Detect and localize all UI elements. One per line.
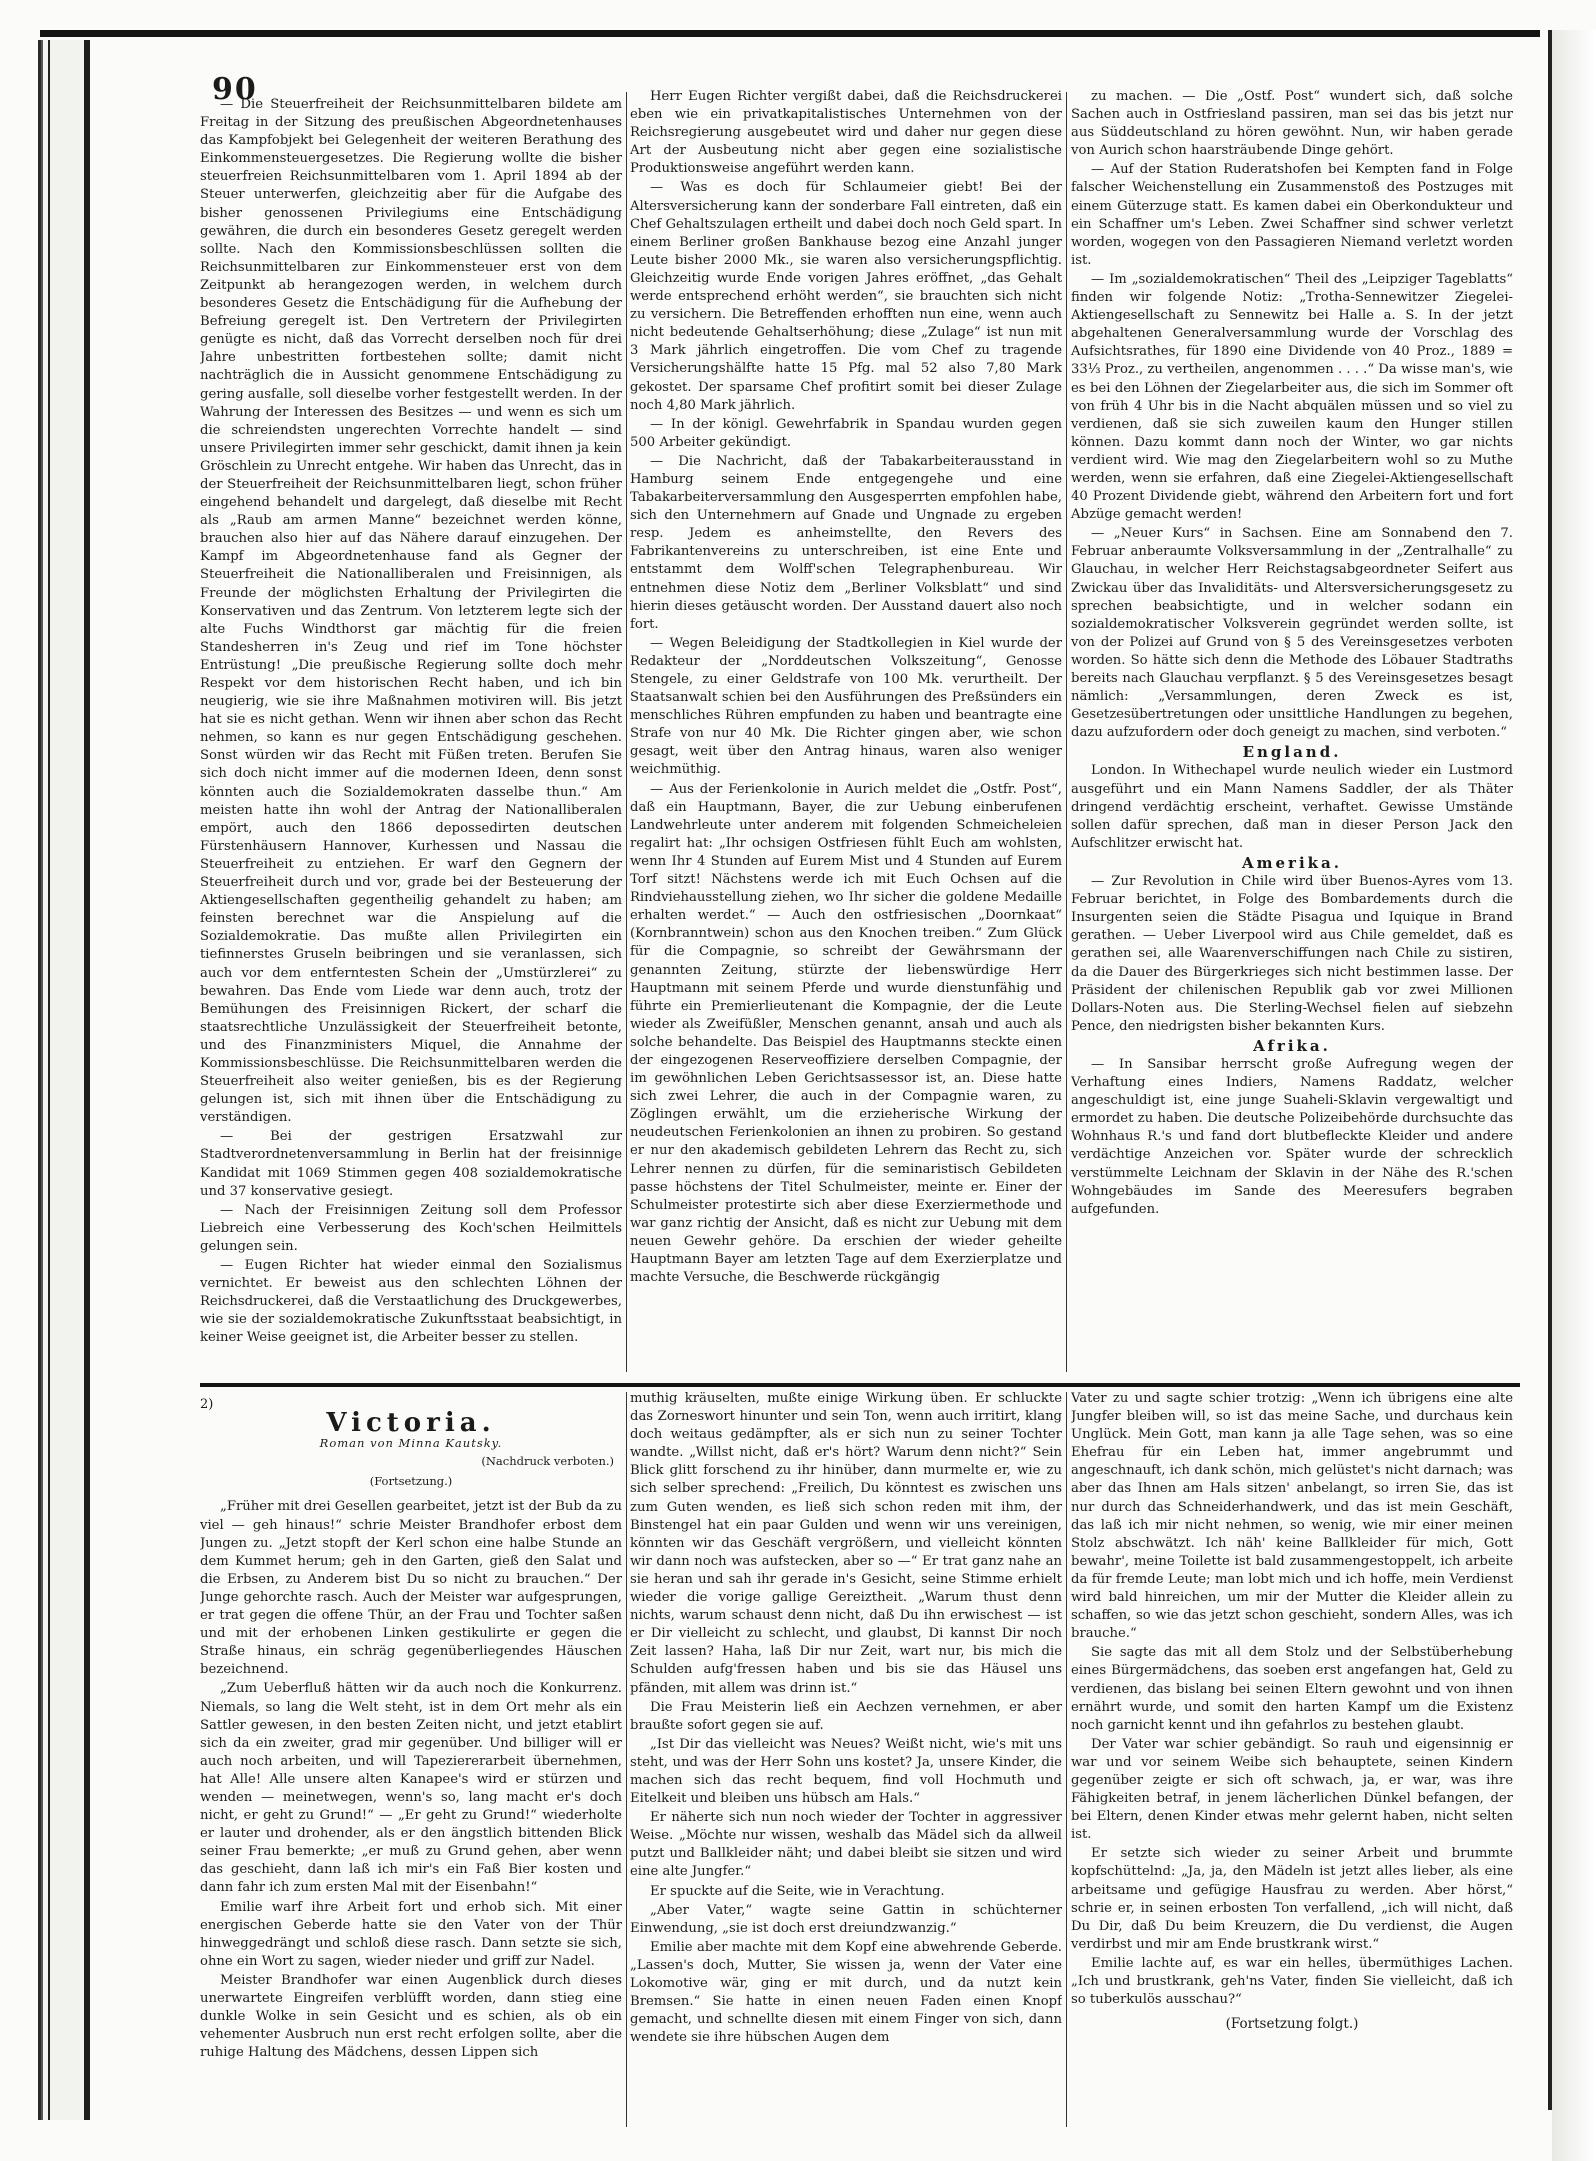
story-paragraph: „Früher mit drei Gesellen gearbeitet, jetzt ist der Bub da zu viel — geh hinaus!“ schrie Meister Brandhofer erbost dem Jungen zu. „Jetzt stopft der Kerl schon eine halbe Stunde an dem Kummet herum; geh in den Garten, gieß den Salat und die Erbsen, zu Anderem bist Du so nicht zu brauchen.“ Der Junge gehorchte rasch. Auch der Meister war aufgesprungen, er trat gegen die offene Thür, an der Frau und Tochter saßen und mit der erhobenen Linken gestikulirte er gegen die Straße hinaus, ein schräg gegenüberliegendes Häuschen bezeichnend. bbox=[200, 1499, 622, 1678]
column-divider bbox=[626, 92, 627, 1372]
feuilleton-number: 2) bbox=[200, 1397, 214, 1412]
page-number: 90 bbox=[212, 72, 258, 107]
news-item: — Nach der Freisinnigen Zeitung soll dem Professor Liebreich eine Verbesserung des Koch'schen Heilmittels gelungen sein. bbox=[200, 1202, 622, 1254]
news-item: — Zur Revolution in Chile wird über Buenos-Ayres vom 13. Februar berichtet, in Folge des Bombardements durch die Insurgenten seien die Städte Pisagua und Iquique in Brand gerathen. — Ueber Liverpool wird aus Chile gemeldet, daß es gerathen sei, alle Waarenverschiffungen nach Chile zu sistiren, da die Dauer des Bürgerkrieges sich nicht bestimmen lasse. Der Präsident der chilenischen Republik gab vor zwei Millionen Dollars-Noten aus. Die Sterling-Wechsel fielen auf siebzehn Pence, den niedrigsten bisher bekannten Kurs. bbox=[1071, 874, 1513, 1034]
news-item: — Was es doch für Schlaumeier giebt! Bei der Altersversicherung kann der sonderbare Fall eintreten, daß ein Chef Gehaltszulagen ertheilt und dabei doch noch Geld spart. In einem Berliner großen Bankhause bezog eine Anzahl junger Leute bisher 2000 Mk., sie waren also versicherungspflichtig. Gleichzeitig wurde Ende vorigen Jahres eröffnet, „das Gehalt werde entsprechend erhöht werden“, sie brauchten sich nicht zu versichern. Die Betreffenden erhofften nun eine, wenn auch nicht bedeutende Gehaltserhöhung; diese „Zulage“ ist nun mit 3 Mark jährlich eingetroffen. Die vom Chef zu tragende Versicherungshälfte hatte 15 Pfg. mal 52 also 7,80 Mark gekostet. Der sparsame Chef profitirt somit bei dieser Zulage noch 4,80 Mark jährlich. bbox=[630, 180, 1062, 413]
story-paragraph: Er näherte sich nun noch wieder der Tochter in aggressiver Weise. „Möchte nur wissen, weshalb das Mädel sich da allweil putzt und Ballkleider näht; und dabei bleibt sie sitzen und wird eine alte Jungfer.“ bbox=[630, 1810, 1062, 1880]
story-paragraph: Emilie warf ihre Arbeit fort und erhob sich. Mit einer energischen Geberde hatte sie den Vater von der Thür hinweggedrängt und schloß diese rasch. Dann setzte sie sich, ohne ein Wort zu sagen, wieder nieder und griff zur Nadel. bbox=[200, 1899, 622, 1969]
news-column-3 bbox=[1071, 88, 1513, 1378]
column-divider bbox=[1066, 1392, 1067, 2127]
story-title: Victoria. bbox=[326, 1408, 496, 1439]
story-paragraph: Er spuckte auf die Seite, wie in Verachtung. bbox=[650, 1883, 945, 1899]
section-heading-afrika: Afrika. bbox=[1253, 1036, 1331, 1055]
feuilleton-column-2 bbox=[630, 1390, 1062, 2128]
feuilleton-column-3 bbox=[1071, 1390, 1513, 2128]
feuilleton-column-1 bbox=[200, 1396, 622, 2126]
page-edge-shade bbox=[1552, 30, 1596, 2161]
news-column-1 bbox=[200, 96, 622, 1376]
story-paragraph: „Ist Dir das vielleicht was Neues? Weißt nicht, wie's mit uns steht, und was der Herr Sohn uns kostet? Ja, unsere Kinder, die machen sich das recht bequem, find voll Hochmuth und Eitelkeit und bleiben uns hübsch am Hals.“ bbox=[630, 1736, 1062, 1807]
story-paragraph: muthig kräuselten, mußte einige Wirkung üben. Er schluckte das Zorneswort hinunter und sein Ton, wenn auch irritirt, klang doch weitaus gedämpfter, als er sich nun zu seiner Tochter wandte. „Willst nicht, daß er's hört? Warum denn nicht?“ Sein Blick glitt forschend zu ihr hinüber, dann murmelte er, wie zu sich selber sprechend: „Freilich, Du könntest es zwischen uns zum Guten wenden, es ließ sich schon reden mit ihm, der Binstengel hat ein paar Gulden und wenn wir uns vereinigen, könnten wir das Geschäft vergrößern, und vielleicht könnten wir dann noch was aufstecken, aber so —“ Er trat ganz nahe an sie heran und sah ihr gerade in's Gesicht, seine Stimme erhielt wieder die vorige gallige Gereiztheit. „Warum thust denn nichts, warum schaust denn nicht, daß Du ihn erwischest — ist er Dir vielleicht zu schlecht, und glaubst, Di kannst Dir noch Zeit lassen? Haha, laß Dir nur Zeit, wart nur, bis mich die Schulden aufg'fressen haben und bis sie das Häusel uns pfänden, mit allem was drinn ist.“ bbox=[630, 1391, 1062, 1696]
news-item: — In der königl. Gewehrfabrik in Spandau wurden gegen 500 Arbeiter gekündigt. bbox=[630, 416, 1062, 450]
reprint-notice: (Nachdruck verboten.) bbox=[481, 1454, 614, 1469]
binding-edge bbox=[38, 40, 90, 2120]
news-item: — Im „sozialdemokratischen“ Theil des „Leipziger Tageblatts“ finden wir folgende Notiz: „Trotha-Sennewitzer Ziegelei-Aktiengesellschaft zu Sennewitz bei Halle a. S. In der jetzt abgehaltenen Generalversammlung wurde der Vorschlag des Aufsichtsrathes, für 1890 eine Dividende von 40 Proz., 1889 = 33⅓ Proz., zu vertheilen, angenommen . . . .“ Da wisse man's, wie es bei den Löhnen der Ziegelarbeiter aus, die sich im Sommer oft von früh 4 Uhr bis in die Nacht abquälen müssen und so viel zu verdienen, daß sie sich zuweilen kaum den Hunger stillen können. Dazu kommt dann noch der Winter, wo gar nichts verdient wird. Wie mag den Ziegelarbeitern wohl so zu Muthe werden, wenn sie erfahren, daß eine Ziegelei-Aktiengesellschaft 40 Prozent Dividende giebt, während den Arbeitern fort und fort Abzüge gemacht werden! bbox=[1071, 271, 1513, 523]
to-be-continued: (Fortsetzung folgt.) bbox=[1225, 2016, 1359, 2033]
story-paragraph: Sie sagte das mit all dem Stolz und der Selbstüberhebung eines Bürgermädchens, das soeben erst angefangen hat, Geld zu verdienen, das bislang bei seinen Eltern gewohnt und von ihnen ernährt wurde, und somit den harten Kampf um die Existenz noch garnicht kennt und ihn gefahrlos zu bestehen glaubt. bbox=[1071, 1645, 1513, 1733]
news-item: — Bei der gestrigen Ersatzwahl zur Stadtverordnetenversammlung in Berlin hat der freisinnige Kandidat mit 1069 Stimmen gegen 408 sozialdemokratische und 37 konservative gesiegt. bbox=[200, 1129, 622, 1199]
column-divider bbox=[1066, 92, 1067, 1372]
top-rule bbox=[40, 30, 1540, 37]
news-item: Herr Eugen Richter vergißt dabei, daß die Reichsdruckerei eben wie ein privatkapitalistisches Unternehmen von der Reichsregierung ausgebeutet wird und daher nur gegen diese Art der Ausbeutung nicht aber gegen eine sozialistische Produktionsweise angeführt werden kann. bbox=[630, 89, 1062, 177]
news-item: — Aus der Ferienkolonie in Aurich meldet die „Ostfr. Post“, daß ein Hauptmann, Bayer, die zur Uebung einberufenen Landwehrleute unter anderem mit folgenden Schmeicheleien regalirt hat: „Ihr ochsigen Ostfriesen fühlt Euch am wohlsten, wenn Ihr 4 Stunden auf Eurem Mist und 4 Stunden auf Eurem Torf sitzt! Nächstens werde ich mit Euch Ochsen auf die Rindviehausstellung ziehen, wo Ihr sicher die goldene Medaille erhalten werdet.“ — Auch den ostfriesischen „Doornkaat“ (Kornbranntwein) schon aus den Knochen treiben.“ Zum Glück für die Compagnie, so schreibt der Gewährsmann der genannten Zeitung, stürzte der liebenswürdige Herr Hauptmann mit seinem Pferde und wurde dienstunfähig und führte ein Premierlieutenant die Kompagnie, der die Leute wieder als Zweifüßler, Menschen genannt, ansah und auch als solche behandelte. Das Beispiel des Hauptmanns steckte einen der eingezogenen Reserveoffiziere derselben Compagnie, der im gewöhnlichen Leben Gerichtsassessor ist, an. Diese hatte sich zwei Lehrer, die auch in der Compagnie waren, zu Zöglingen erwählt, um die erzieherische Wirkung der neudeutschen Ferienkolonien an ihnen zu probiren. So gestand er nur den akademisch gebildeten Lehrern das Recht zu, sich Lehrer nennen zu dürfen, für die seminaristisch Gebildeten passe höchstens der Titel Schulmeister, meinte er. Einer der Schulmeister protestirte sich aber diese Exerziermethode und war ganz richtig der Ansicht, daß es nicht zur Uebung mit dem neuen Gewehr gehöre. Da erschien der wieder geheilte Hauptmann Bayer am letzten Tage auf dem Exerzierplatze und machte Versuche, die Beschwerde rückgängig bbox=[630, 781, 1062, 1286]
column-divider bbox=[626, 1392, 627, 2127]
story-paragraph: Meister Brandhofer war einen Augenblick durch dieses unerwartete Eingreifen verblüfft worden, dann stieg eine dunkle Wolke in sein Gesicht und es schien, als ob ein vehementer Ausbruch nun erst recht erfolgen sollte, aber die ruhige Haltung des Mädchens, dessen Lippen sich bbox=[200, 1972, 622, 2061]
news-item: — „Neuer Kurs“ in Sachsen. Eine am Sonnabend den 7. Februar anberaumte Volksversammlung in der „Zentralhalle“ zu Glauchau, in welcher Herr Reichstagsabgeordneter Seifert aus Zwickau über das Invaliditäts- und Altersversicherungsgesetz zu sprechen beabsichtigte, und in welcher sodann ein sozialdemokratischer Volksverein gegründet werden sollte, ist von der Polizei auf Grund von § 5 des Vereinsgesetzes verboten worden. So hätte sich denn die Methode des Löbauer Stadtraths bereits nach Glauchau verpflanzt. § 5 des Vereinsgesetzes besagt nämlich: „Versammlungen, deren Zweck es ist, Gesetzesübertretungen oder unsittliche Handlungen zu begehen, dazu aufzufordern oder doch geneigt zu machen, sind verboten.“ bbox=[1071, 526, 1513, 741]
news-column-2 bbox=[630, 88, 1062, 1378]
story-paragraph: Emilie lachte auf, es war ein helles, übermüthiges Lachen. „Ich und brustkrank, geh'ns Vater, finden Sie vielleicht, daß ich so tuberkulös ausschau?“ bbox=[1071, 1955, 1513, 2008]
news-item: — Die Steuerfreiheit der Reichsunmittelbaren bildete am Freitag in der Sitzung des preußischen Abgeordnetenhauses das Kampfobjekt bei Gelegenheit der weiteren Berathung des Einkommensteuergesetzes. Die Regierung wollte die bisher steuerfreien Reichsunmittelbaren vom 1. April 1894 ab der Steuer unterwerfen, gleichzeitig aber für die Aufgabe des bisher genossenen Privilegiums eine Entschädigung gewähren, die durch ein besonderes Gesetz geregelt werden sollte. Nach den Kommissionsbeschlüssen sollten die Reichsunmittelbaren zur Einkommensteuer erst von dem Zeitpunkt ab herangezogen werden, in welchem durch besonderes Gesetz die Entschädigung für die Aufhebung der Befreiung geregelt ist. Den Vertretern der Privilegirten genügte es nicht, daß das Vorrecht derselben noch für drei Jahre unbestritten fortbestehen sollte; damit nicht nachträglich die in Aussicht genommene Entschädigung zu gering ausfalle, soll dieselbe vorher festgestellt werden. In der Wahrung der Interessen des Besitzes — und wenn es sich um die schreiendsten ungerechten Vorrechte handelt — sind unsere Privilegirten immer sehr geschickt, damit ihnen ja kein Gröschlein zu Unrecht entgehe. Wir haben das Unrecht, das in der Steuerfreiheit der Reichsunmittelbaren liegt, schon früher eingehend behandelt und dargelegt, daß dieselbe mit Recht als „Raub am armen Manne“ bezeichnet werden könne, brauchen also hier auf das Nähere darauf einzugehen. Der Kampf im Abgeordnetenhause fand als Gegner der Steuerfreiheit die Nationalliberalen und Freisinnigen, als Freunde der möglichsten Erhaltung der Privilegirten die Konservativen und das Zentrum. Von letzterem legte sich der alte Fuchs Windthorst gar mächtig für die freien Standesherren in's Zeug und rief im Tone höchster Entrüstung! „Die preußische Regierung sollte doch mehr Respekt vor dem historischen Recht haben, und ich bin neugierig, wie sie ihre Maßnahmen motiviren will. Bis jetzt hat sie es nicht gethan. Wenn wir ihnen aber schon das Recht nehmen, so kann es nur gegen Entschädigung geschehen. Sonst würden wir das Recht mit Füßen treten. Berufen Sie sich doch nicht immer auf die modernen Ideen, denn sonst könnten auch die Sozialdemokraten dasselbe thun.“ Am meisten hatte ihn wohl der Antrag der Nationalliberalen empört, auch den 1866 depossedirten deutschen Fürstenhäusern Hannover, Kurhessen und Nassau die Steuerfreiheit zu entziehen. Er warf den Gegnern der Steuerfreiheit durch und vor, grade bei der Besteuerung der Aktiengesellschaften gegentheilig gehandelt zu haben; am feinsten berechnet war die Anspielung auf die Sozialdemokratie. Das mußte allen Privilegirten ein tiefinnerstes Gruseln beibringen und sie veranlassen, sich auch vor dem entferntesten Schein der „Umstürzlerei“ zu bewahren. Das Ende vom Liede war denn auch, trotz der Bemühungen des Freisinnigen Rickert, der scharf die staatsrechtliche Unzulässigkeit der Steuerfreiheit betonte, und des Finanzministers Miquel, die Annahme der Kommissionsbeschlüsse. Die Reichsunmittelbaren werden die Steuerfreiheit also weiter genießen, bis es der Regierung gelungen ist, sich mit ihnen über die Entschädigung zu verständigen. bbox=[200, 97, 622, 1126]
news-item: — Eugen Richter hat wieder einmal den Sozialismus vernichtet. Er beweist aus den schlechten Löhnen der Reichsdruckerei, daß die Verstaatlichung des Druckgewerbes, wie sie der sozialdemokratische Zukunftsstaat beabsichtigt, in keiner Weise geeignet ist, die Arbeiter besser zu stellen. bbox=[200, 1258, 622, 1346]
section-heading-amerika: Amerika. bbox=[1242, 853, 1342, 872]
news-item: — Wegen Beleidigung der Stadtkollegien in Kiel wurde der Redakteur der „Norddeutschen Volkszeitung“, Genosse Stengele, zu einer Geldstrafe von 100 Mk. verurtheilt. Der Staatsanwalt schien bei den Ausführungen des Preßsünders ein menschliches Rühren empfunden zu haben und beantragte eine Strafe von nur 40 Mk. Die Richter gingen aber, wie schon gesagt, weit über den Antrag hinaus, waren also weniger weichmüthig. bbox=[630, 635, 1062, 778]
news-item: zu machen. — Die „Ostf. Post“ wundert sich, daß solche Sachen auch in Ostfriesland passiren, man sei das bis jetzt nur aus Süddeutschland zu hören gewöhnt. Nun, wir haben gerade von Aurich schon haarsträubende Dinge gehört. bbox=[1071, 89, 1513, 159]
story-paragraph: Der Vater war schier gebändigt. So rauh und eigensinnig er war und vor seinem Weibe sich behauptete, seinen Kindern gegenüber zeigte er sich oft schwach, ja, er war, was ihre Fähigkeiten betraf, in jenem lächerlichen Dünkel befangen, der bei Eltern, denen Kinder etwas mehr gelernt haben, nicht selten ist. bbox=[1071, 1736, 1513, 1843]
news-item: London. In Withechapel wurde neulich wieder ein Lustmord ausgeführt und ein Mann Namens Saddler, der als Thäter dringend verdächtig erscheint, verhaftet. Gewisse Umstände sollen dafür sprechen, daß man in dieser Person Jack den Aufschlitzer erwischt hat. bbox=[1071, 763, 1513, 851]
continuation-label: (Fortsetzung.) bbox=[369, 1474, 453, 1489]
story-paragraph: Vater zu und sagte schier trotzig: „Wenn ich übrigens eine alte Jungfer bleiben will, so ist das meine Sache, und durchaus kein Unglück. Mein Gott, man kann ja alle Tage sehen, was so eine Ehefrau für ein Leben hat, immer angebrummt und angeschnauft, ich dank schön, mich gelüstet's nicht darnach; was aber das Ihnen am Hals sitzen' anbelangt, so irren Sie, das ist nur durch das Schneiderhandwerk, und das ist mein Geschäft, das laß ich mir nicht nehmen, so wenig, wie mir einer meinen Stolz abschwätzt. Ich näh' keine Ballkleider für mich, Gott bewahr', meine Toilette ist bald zusammengestoppelt, ich arbeite da für fremde Leute; man lobt mich und ich hoffe, mein Verdienst wird bald hinreichen, um mir der Mutter die Kleider allein zu schaffen, so wie das jetzt schon geschieht, sondern Alles, was ich brauche.“ bbox=[1071, 1391, 1513, 1642]
story-paragraph: Emilie aber machte mit dem Kopf eine abwehrende Geberde. „Lassen's doch, Mutter, Sie wissen ja, wenn der Vater eine Lokomotive wär, ging er mit durch, und da nutzt kein Bremsen.“ Sie hatte in einen neuen Faden einen Knopf gemacht, und schnellte diesen mit einem Finger von sich, dann wendete sie ihre hübschen Augen dem bbox=[630, 1939, 1062, 2046]
news-item: — Auf der Station Ruderatshofen bei Kempten fand in Folge falscher Weichenstellung ein Zusammenstoß des Postzuges mit einem Güterzuge statt. Es kamen dabei ein Oberkondukteur und ein Schaffner um's Leben. Zwei Schaffner sind schwer verletzt worden, wogegen von den Passagieren Niemand verletzt worden ist. bbox=[1071, 162, 1513, 268]
feuilleton-divider bbox=[200, 1383, 1520, 1387]
section-heading-england: England. bbox=[1242, 743, 1342, 762]
story-author: Roman von Minna Kautsky. bbox=[319, 1436, 503, 1451]
story-paragraph: „Zum Ueberfluß hätten wir da auch noch die Konkurrenz. Niemals, so lang die Welt steht, ist in dem Ort mehr als ein Sattler gewesen, in den besten Zeiten nicht, und jetzt etablirt sich da ein zweiter, grad mir gegenüber. Und billiger will er auch noch arbeiten, und will Tapeziererarbeit übernehmen, hat Alle! Alle unsere alten Kanapee's wird er stürzen und wenden — meinetwegen, wenn's so, lang macht er's doch nicht, er geht zu Grund!“ — „Er geht zu Grund!“ wiederholte er lauter und drohender, als er den ängstlich bittenden Blick seiner Frau bemerkte; „er muß zu Grund gehen, aber wenn das geschieht, dann laß ich mir's ein Faß Bier kosten und dann fahr ich zum ersten Mal mit der Eisenbahn!“ bbox=[200, 1681, 622, 1896]
story-paragraph: Die Frau Meisterin ließ ein Aechzen vernehmen, er aber braußte sofort gegen sie auf. bbox=[630, 1699, 1062, 1733]
news-item: — In Sansibar herrscht große Aufregung wegen der Verhaftung eines Indiers, Namens Raddatz, welcher angeschuldigt ist, eine junge Suaheli-Sklavin vergewaltigt und ermordet zu haben. Die deutsche Polizeibehörde durchsuchte das Wohnhaus R.'s und fand dort blutbefleckte Kleider und andere verdächtige Anzeichen vor. Später wurde der schrecklich verstümmelte Leichnam der Sklavin in der Nähe des R.'schen Wohngebäudes im Sande des Meeresufers begraben aufgefunden. bbox=[1071, 1056, 1513, 1217]
story-paragraph: Er setzte sich wieder zu seiner Arbeit und brummte kopfschüttelnd: „Ja, ja, den Mädeln ist jetzt alles lieber, als eine arbeitsame und gefügige Hausfrau zu werden. Aber hörst,“ schrie er, in seinen erbosten Ton verfallend, „ich will nicht, daß Du Dir, daß Du beim Kreuzern, die Du verdienst, die Augen verdirbst und mir am Ende brustkrank wirst.“ bbox=[1071, 1846, 1513, 1952]
story-paragraph: „Aber Vater,“ wagte seine Gattin in schüchterner Einwendung, „sie ist doch erst dreiundzwanzig.“ bbox=[630, 1902, 1062, 1936]
news-item: — Die Nachricht, daß der Tabakarbeiterausstand in Hamburg seinem Ende entgegengehe und eine Tabakarbeiterversammlung den Ausgesperrten empfohlen habe, sich den Unternehmern auf Gnade und Ungnade zu ergeben resp. Jedem es anheimstellte, den Revers des Fabrikantenvereins zu unterschreiben, ist eine Ente und entstammt dem Wolff'schen Telegraphenbureau. Wir entnehmen diese Notiz dem „Berliner Volksblatt“ und sind hierin dieses getäuscht worden. Der Ausstand dauert also noch fort. bbox=[630, 453, 1062, 632]
